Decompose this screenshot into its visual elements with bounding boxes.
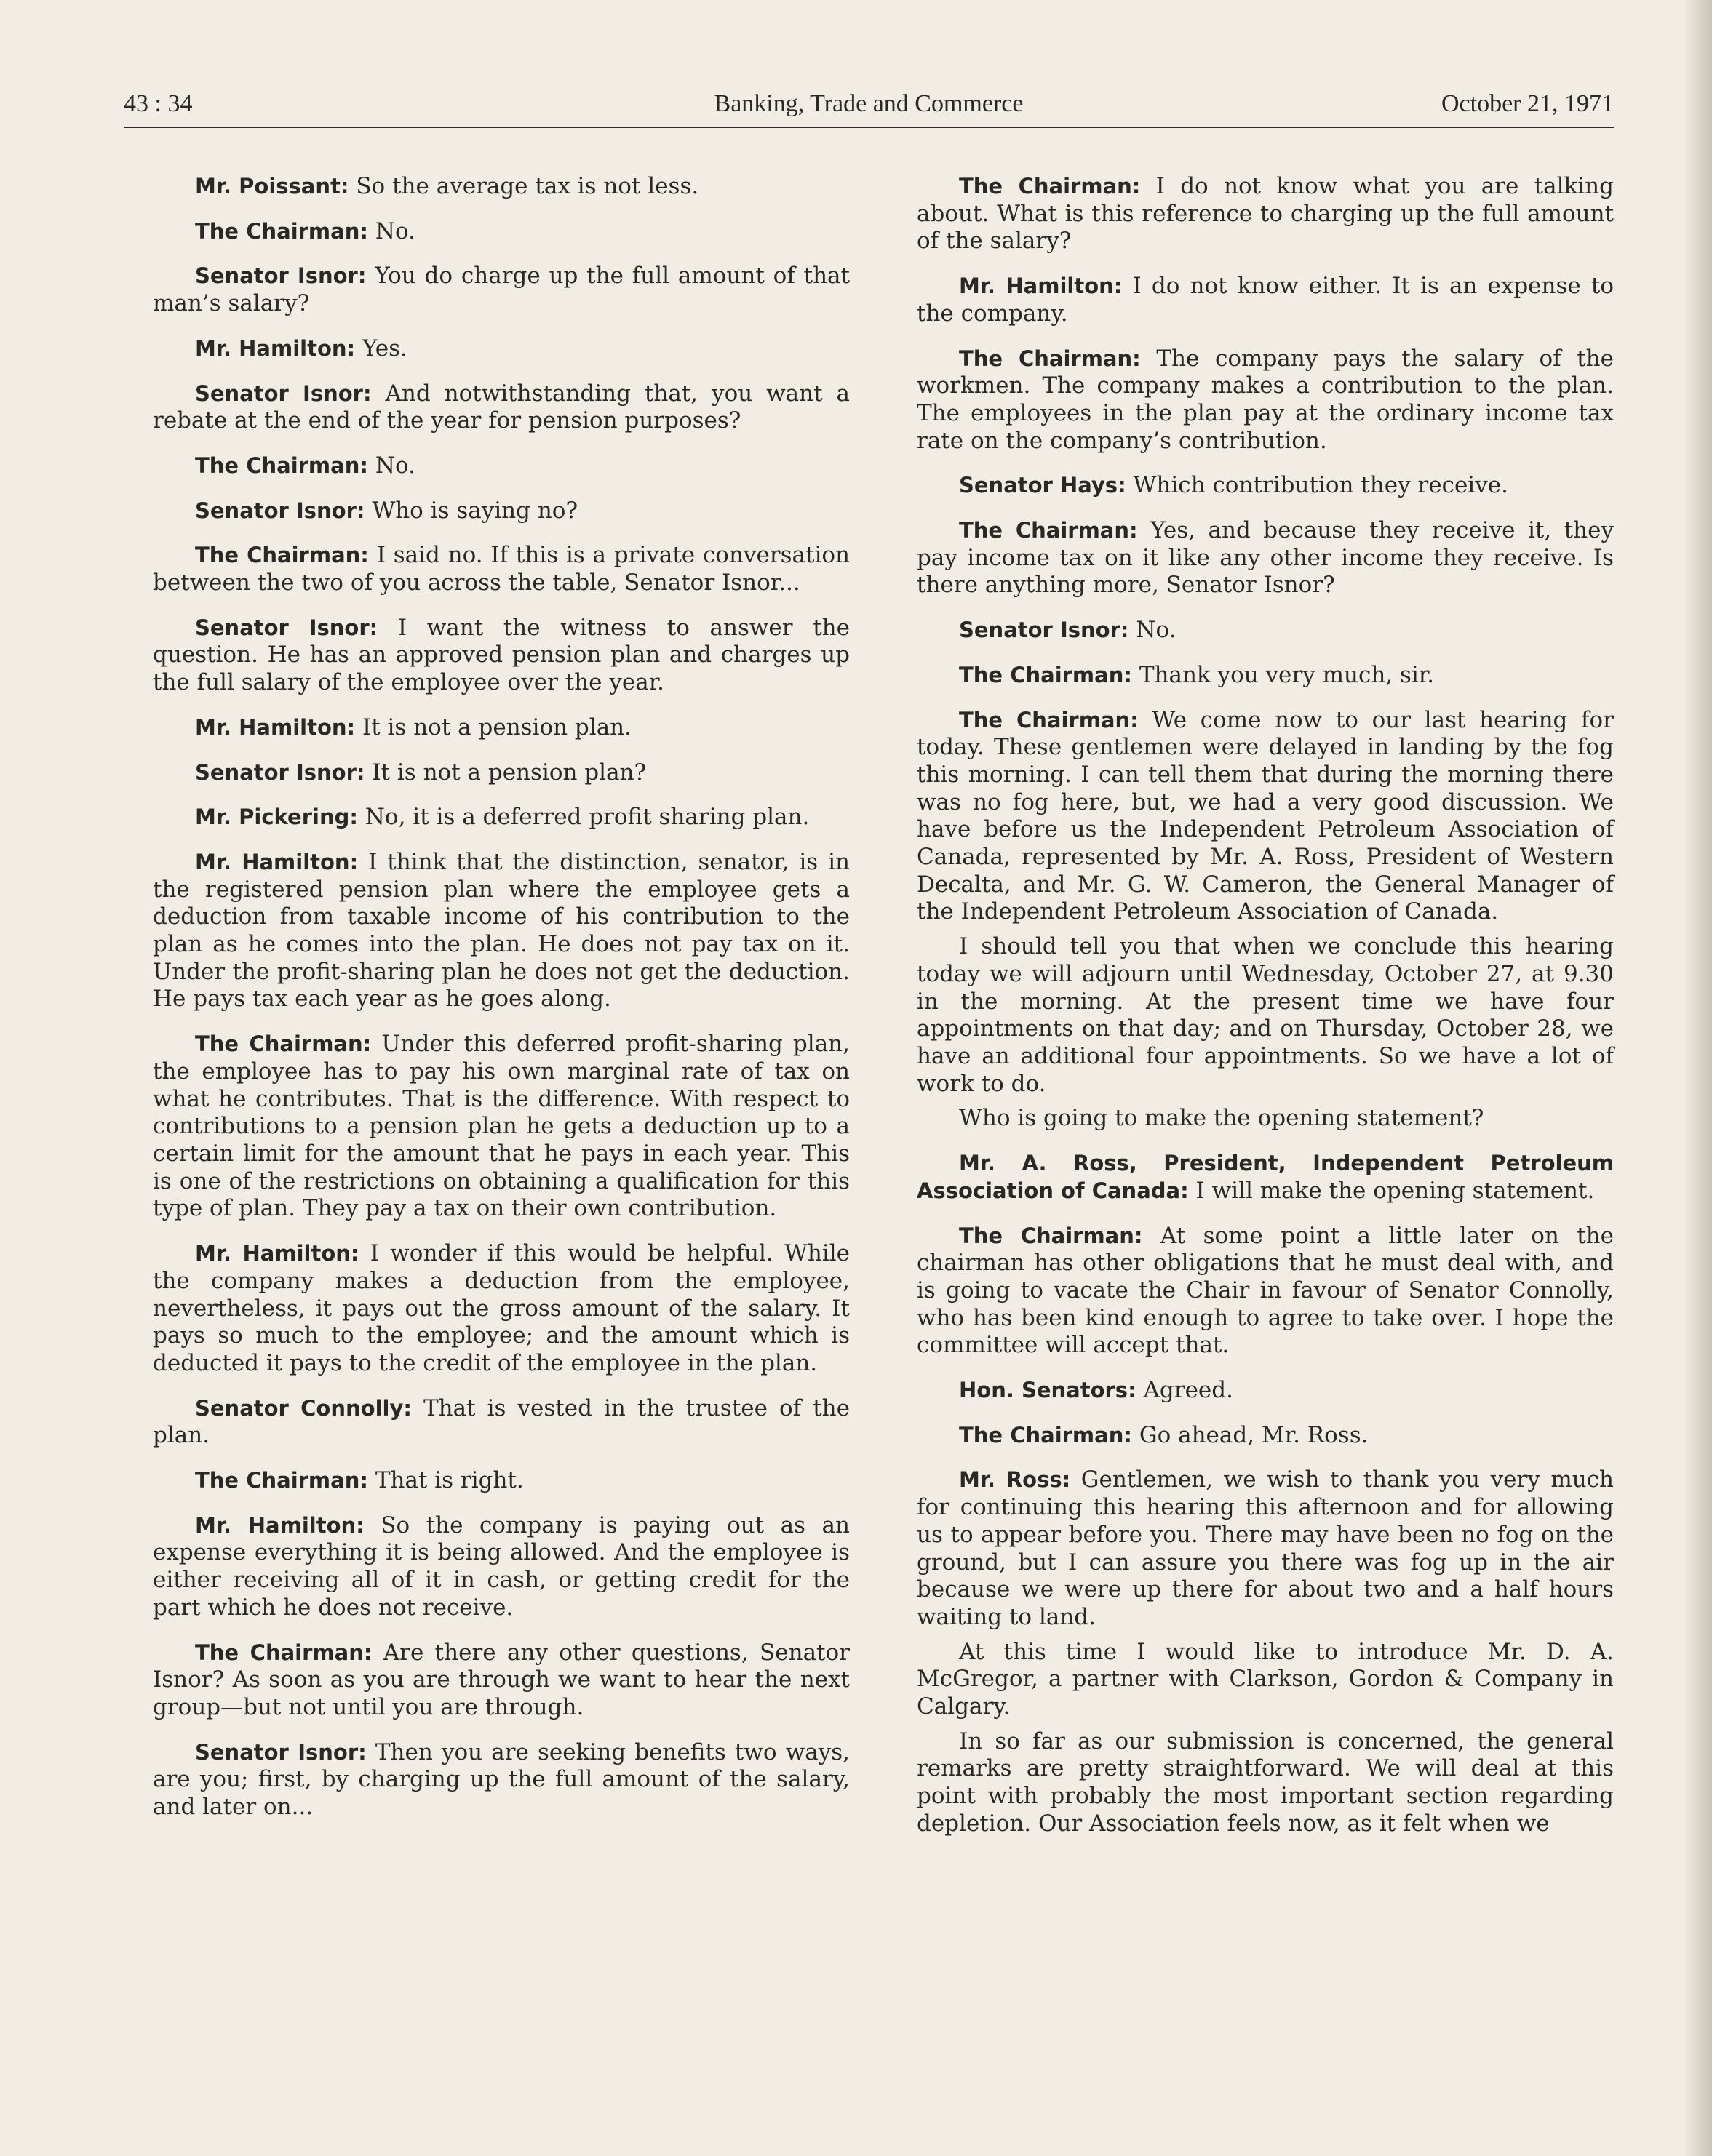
speaker-name: Senator Isnor: xyxy=(195,615,378,640)
speech-text: Yes, and because they receive it, they pay income tax on it like any other income they receive. Is there anything more, Senator Isnor? xyxy=(917,517,1615,599)
speaker-name: Mr. Hamilton: xyxy=(195,849,359,874)
speaker-name: The Chairman: xyxy=(195,452,368,478)
speaker-name: Senator Isnor: xyxy=(195,759,365,785)
speaker-name: The Chairman: xyxy=(195,218,368,244)
speech-text: We come now to our last hearing for today. These gentlemen were delayed in landing by the fog this morning. I can tell them that during the morning there was no fog here, but, we had a very good discussion. We have before us the Independent Petroleum Association of Canada, represented by Mr. A. Ross, President of Western Decalta, and Mr. G. W. Cameron, the General Manager of the Independent Petroleum Association of Canada. xyxy=(917,706,1614,925)
speech-text: Go ahead, Mr. Ross. xyxy=(1131,1421,1369,1448)
speech-text: No. xyxy=(1128,617,1176,644)
transcript-paragraph xyxy=(917,517,1614,599)
speech-text: At this time I would like to introduce Mr. D. A. McGregor, a partner with Clarkson, Gordon & Company in Calgary. xyxy=(917,1638,1614,1720)
speaker-name: Mr. Ross: xyxy=(959,1467,1071,1493)
transcript-paragraph xyxy=(917,472,1614,500)
transcript-paragraph xyxy=(153,1467,850,1495)
transcript-paragraph xyxy=(153,173,850,201)
speech-text: It is not a pension plan? xyxy=(365,759,647,786)
transcript-paragraph xyxy=(917,1105,1614,1133)
speaker-name: Senator Isnor: xyxy=(959,618,1129,643)
speech-text: At some point a little later on the chairman has other obligations that he must deal with, and is going to vacate the Chair in favour of Senator Connolly, who has been kind enough to agree to take over. I hope the committee will accept that. xyxy=(917,1222,1614,1359)
header-rule xyxy=(124,127,1614,128)
speech-text: I do not know what you are talking about. What is this reference to charging up the full amount of the salary? xyxy=(917,173,1614,255)
speech-text: I think that the distinction, senator, is in the registered pension plan where the employee gets a deduction from taxable income of his contribution to the plan as he comes into the plan. He does not pay tax on it. Under the profit-sharing plan he does not get the deduction. He pays tax each year as he goes along. xyxy=(153,848,850,1013)
transcript-paragraph xyxy=(153,263,850,317)
speaker-name: Mr. Hamilton: xyxy=(195,714,356,740)
transcript-paragraph xyxy=(153,1031,850,1223)
transcript-paragraph xyxy=(917,1150,1614,1205)
transcript-paragraph xyxy=(153,759,850,787)
transcript-paragraph xyxy=(153,615,850,697)
speech-text: Under this deferred profit-sharing plan, the employee has to pay his own marginal rate of tax on what he contributes. That is the difference. With respect to contributions to a pension plan he gets a deduction up to a certain limit for the amount that he pays in each year. This is one of the restrictions on obtaining a qualification for this type of plan. They pay a tax on their own contribution. xyxy=(153,1031,850,1222)
speech-text: Which contribution they receive. xyxy=(1126,472,1508,499)
transcript-paragraph xyxy=(917,662,1614,690)
speech-text: I want the witness to answer the question. He has an approved pension plan and charges up the full salary of the employee over the year. xyxy=(153,614,850,696)
speech-text: I should tell you that when we conclude this hearing today we will adjourn until Wednesday, October 27, at 9.30 in the morning. At the present time we have four appointments on that day; and on Thursday, October 28, we have an additional four appointments. So we have a lot of work to do. xyxy=(917,933,1614,1097)
speech-text: So the average tax is not less. xyxy=(349,173,699,199)
transcript-paragraph xyxy=(153,335,850,363)
speaker-name: The Chairman: xyxy=(195,1640,373,1665)
transcript-paragraph xyxy=(917,617,1614,644)
speaker-name: Mr. Poissant: xyxy=(195,174,349,199)
speech-text: I do not know either. It is an expense to the company. xyxy=(917,273,1614,327)
speaker-name: The Chairman: xyxy=(959,662,1132,687)
page-edge-shadow xyxy=(1683,0,1712,2156)
left-column xyxy=(153,173,850,1839)
speaker-name: The Chairman: xyxy=(959,346,1141,371)
right-column xyxy=(917,173,1614,1856)
speaker-name: Mr. Hamilton: xyxy=(195,1512,365,1538)
transcript-paragraph xyxy=(917,1223,1614,1360)
speaker-name: The Chairman: xyxy=(195,543,369,568)
transcript-paragraph xyxy=(917,707,1614,927)
speech-text: You do charge up the full amount of that man’s salary? xyxy=(153,263,851,317)
speaker-name: The Chairman: xyxy=(195,1468,368,1493)
speech-text: No. xyxy=(367,452,415,479)
speaker-name: Mr. Hamilton: xyxy=(959,274,1123,299)
transcript-paragraph xyxy=(153,542,850,596)
transcript-paragraph xyxy=(917,933,1614,1098)
transcript-paragraph xyxy=(153,804,850,831)
speaker-name: Senator Connolly: xyxy=(195,1395,412,1421)
speech-text: I will make the opening statement. xyxy=(1188,1177,1595,1204)
speech-text: Gentlemen, we wish to thank you very much for continuing this hearing this afternoon and for allowing us to appear before you. There may have been no fog on the ground, but I can assure you there was fog up in the air because we were up there for about two and a half hours waiting to land. xyxy=(917,1466,1615,1630)
speaker-name: The Chairman: xyxy=(959,707,1139,732)
transcript-paragraph xyxy=(153,714,850,742)
speech-text: Agreed. xyxy=(1136,1377,1233,1404)
transcript-paragraph xyxy=(917,1377,1614,1405)
transcript-paragraph xyxy=(153,380,850,435)
transcript-paragraph xyxy=(153,498,850,525)
transcript-paragraph xyxy=(153,452,850,480)
speaker-name: Senator Isnor: xyxy=(195,498,365,523)
speaker-name: The Chairman: xyxy=(959,1422,1132,1448)
speech-text: That is vested in the trustee of the plan. xyxy=(153,1394,850,1449)
transcript-paragraph xyxy=(917,1728,1614,1838)
transcript-paragraph xyxy=(153,218,850,246)
speech-text: I said no. If this is a private conversation between the two of you across the table, Senator Isnor... xyxy=(153,542,850,596)
speaker-name: The Chairman: xyxy=(959,174,1141,199)
speech-text: And notwithstanding that, you want a rebate at the end of the year for pension purposes? xyxy=(153,380,850,434)
speech-text: Who is saying no? xyxy=(365,497,578,524)
transcript-paragraph xyxy=(917,1422,1614,1450)
page-date: October 21, 1971 xyxy=(1441,90,1614,117)
speech-text: Then you are seeking benefits two ways, are you; first, by charging up the full amount of the salary, and later on... xyxy=(153,1738,850,1821)
speaker-name: Senator Isnor: xyxy=(195,380,372,406)
transcript-paragraph xyxy=(917,1639,1614,1721)
transcript-paragraph xyxy=(153,1240,850,1378)
speaker-name: Mr. Pickering: xyxy=(195,804,358,830)
speech-text: Thank you very much, sir. xyxy=(1131,661,1435,688)
transcript-paragraph xyxy=(153,849,850,1013)
speech-text: Are there any other questions, Senator Isnor? As soon as you are through we want to hear the next group—but not until you are through. xyxy=(153,1639,850,1720)
transcript-paragraph xyxy=(917,173,1614,255)
speaker-name: Mr. Hamilton: xyxy=(195,335,356,361)
transcript-paragraph xyxy=(153,1739,850,1821)
speech-text: I wonder if this would be helpful. While the company makes a deduction from the employee, nevertheless, it pays out the gross amount of the salary. It pays so much to the employee; and the amount which is deducted it pays to the credit of the employee in the plan. xyxy=(153,1240,851,1376)
transcript-paragraph xyxy=(153,1512,850,1622)
publication-title: Banking, Trade and Commerce xyxy=(714,90,1024,117)
speaker-name: The Chairman: xyxy=(195,1031,372,1057)
speaker-name: Hon. Senators: xyxy=(959,1378,1136,1403)
speech-text: Yes. xyxy=(355,335,407,362)
speaker-name: Senator Isnor: xyxy=(195,1739,367,1765)
transcript-paragraph xyxy=(153,1395,850,1450)
speaker-name: Senator Isnor: xyxy=(195,263,367,289)
speaker-name: Senator Hays: xyxy=(959,473,1126,498)
speech-text: So the company is paying out as an expense everything it is being allowed. And the employee is either receiving all of it in cash, or getting credit for the part which he does not receive. xyxy=(153,1512,850,1621)
transcript-paragraph xyxy=(917,346,1614,455)
transcript-paragraph xyxy=(917,1466,1614,1631)
speech-text: No. xyxy=(367,217,415,244)
speaker-name: Mr. A. Ross, President, Independent Petroleum Association of Canada: xyxy=(917,1151,1614,1203)
speech-text: That is right. xyxy=(367,1467,524,1494)
speaker-name: Mr. Hamilton: xyxy=(195,1241,359,1266)
speech-text: The company pays the salary of the workmen. The company makes a contribution to the plan. The employees in the plan pay at the ordinary income tax rate on the company’s contribution. xyxy=(917,345,1614,454)
speech-text: No, it is a deferred profit sharing plan. xyxy=(357,804,810,831)
transcript-paragraph xyxy=(917,273,1614,327)
transcript-paragraph xyxy=(153,1640,850,1722)
speech-text: In so far as our submission is concerned, the general remarks are pretty straightforward. We will deal at this point with probably the most important section regarding depletion. Our Association feels now, as it felt when we xyxy=(917,1728,1614,1837)
page-header xyxy=(124,86,1614,128)
speaker-name: The Chairman: xyxy=(959,1223,1143,1248)
speech-text: It is not a pension plan. xyxy=(355,714,632,740)
page-number: 43 : 34 xyxy=(124,90,193,117)
speaker-name: The Chairman: xyxy=(959,518,1138,543)
speech-text: Who is going to make the opening statement? xyxy=(959,1105,1484,1132)
